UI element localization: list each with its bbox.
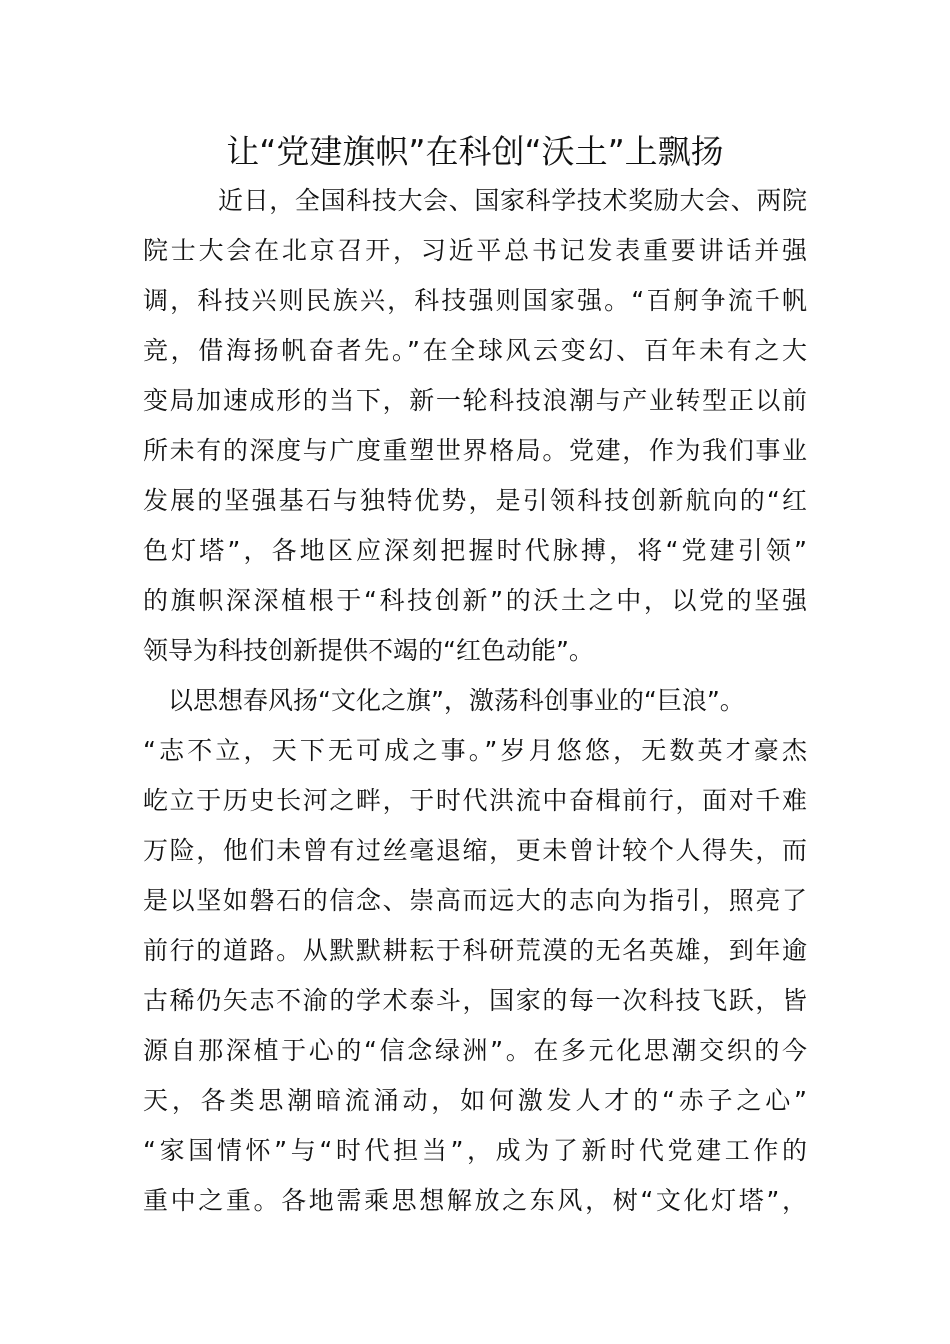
paragraph-line: 天，各类思潮暗流涌动，如何激发人才的“赤子之心” [143,1086,807,1115]
paragraph-line: 是以坚如磐石的信念、崇高而远大的志向为指引，照亮了 [143,886,807,915]
paragraph-line: 调，科技兴则民族兴，科技强则国家强。“百舸争流千帆 [143,286,807,315]
paragraph-line: 屹立于历史长河之畔，于时代洪流中奋楫前行，面对千难 [143,786,807,815]
paragraph-line: 院士大会在北京召开，习近平总书记发表重要讲话并强 [143,236,807,265]
paragraph-line: 领导为科技创新提供不竭的“红色动能”。 [143,636,594,665]
paragraph-line: 以思想春风扬“文化之旗”，激荡科创事业的“巨浪”。 [168,686,745,715]
paragraph-line: 万险，他们未曾有过丝毫退缩，更未曾计较个人得失，而 [143,836,807,865]
paragraph-line: 色灯塔”，各地区应深刻把握时代脉搏，将“党建引领” [143,536,807,565]
document-body [143,128,807,1226]
document-title: 让“党建旗帜”在科创“沃土”上飘扬 [226,132,724,171]
paragraph-line: 变局加速成形的当下，新一轮科技浪潮与产业转型正以前 [143,386,807,415]
paragraph-line: “家国情怀”与“时代担当”，成为了新时代党建工作的 [143,1136,807,1165]
paragraph-line: 发展的坚强基石与独特优势，是引领科技创新航向的“红 [143,486,807,515]
paragraph-line: 古稀仍矢志不渝的学术泰斗，国家的每一次科技飞跃，皆 [143,986,807,1015]
paragraph-line: 重中之重。各地需乘思想解放之东风，树“文化灯塔”， [143,1186,807,1215]
paragraph-line: 前行的道路。从默默耕耘于科研荒漠的无名英雄，到年逾 [143,936,807,965]
paragraph-line: 源自那深植于心的“信念绿洲”。在多元化思潮交织的今 [143,1036,807,1065]
paragraph-2 [143,676,807,1226]
paragraph-line: 近日，全国科技大会、国家科学技术奖励大会、两院 [218,186,807,215]
paragraph-line: 所未有的深度与广度重塑世界格局。党建，作为我们事业 [143,436,807,465]
paragraph-line: “志不立，天下无可成之事。”岁月悠悠，无数英才豪杰 [143,736,807,765]
paragraph-line: 竞，借海扬帆奋者先。”在全球风云变幻、百年未有之大 [143,336,807,365]
paragraph-line: 的旗帜深深植根于“科技创新”的沃土之中，以党的坚强 [143,586,807,615]
paragraph-1 [143,176,807,676]
